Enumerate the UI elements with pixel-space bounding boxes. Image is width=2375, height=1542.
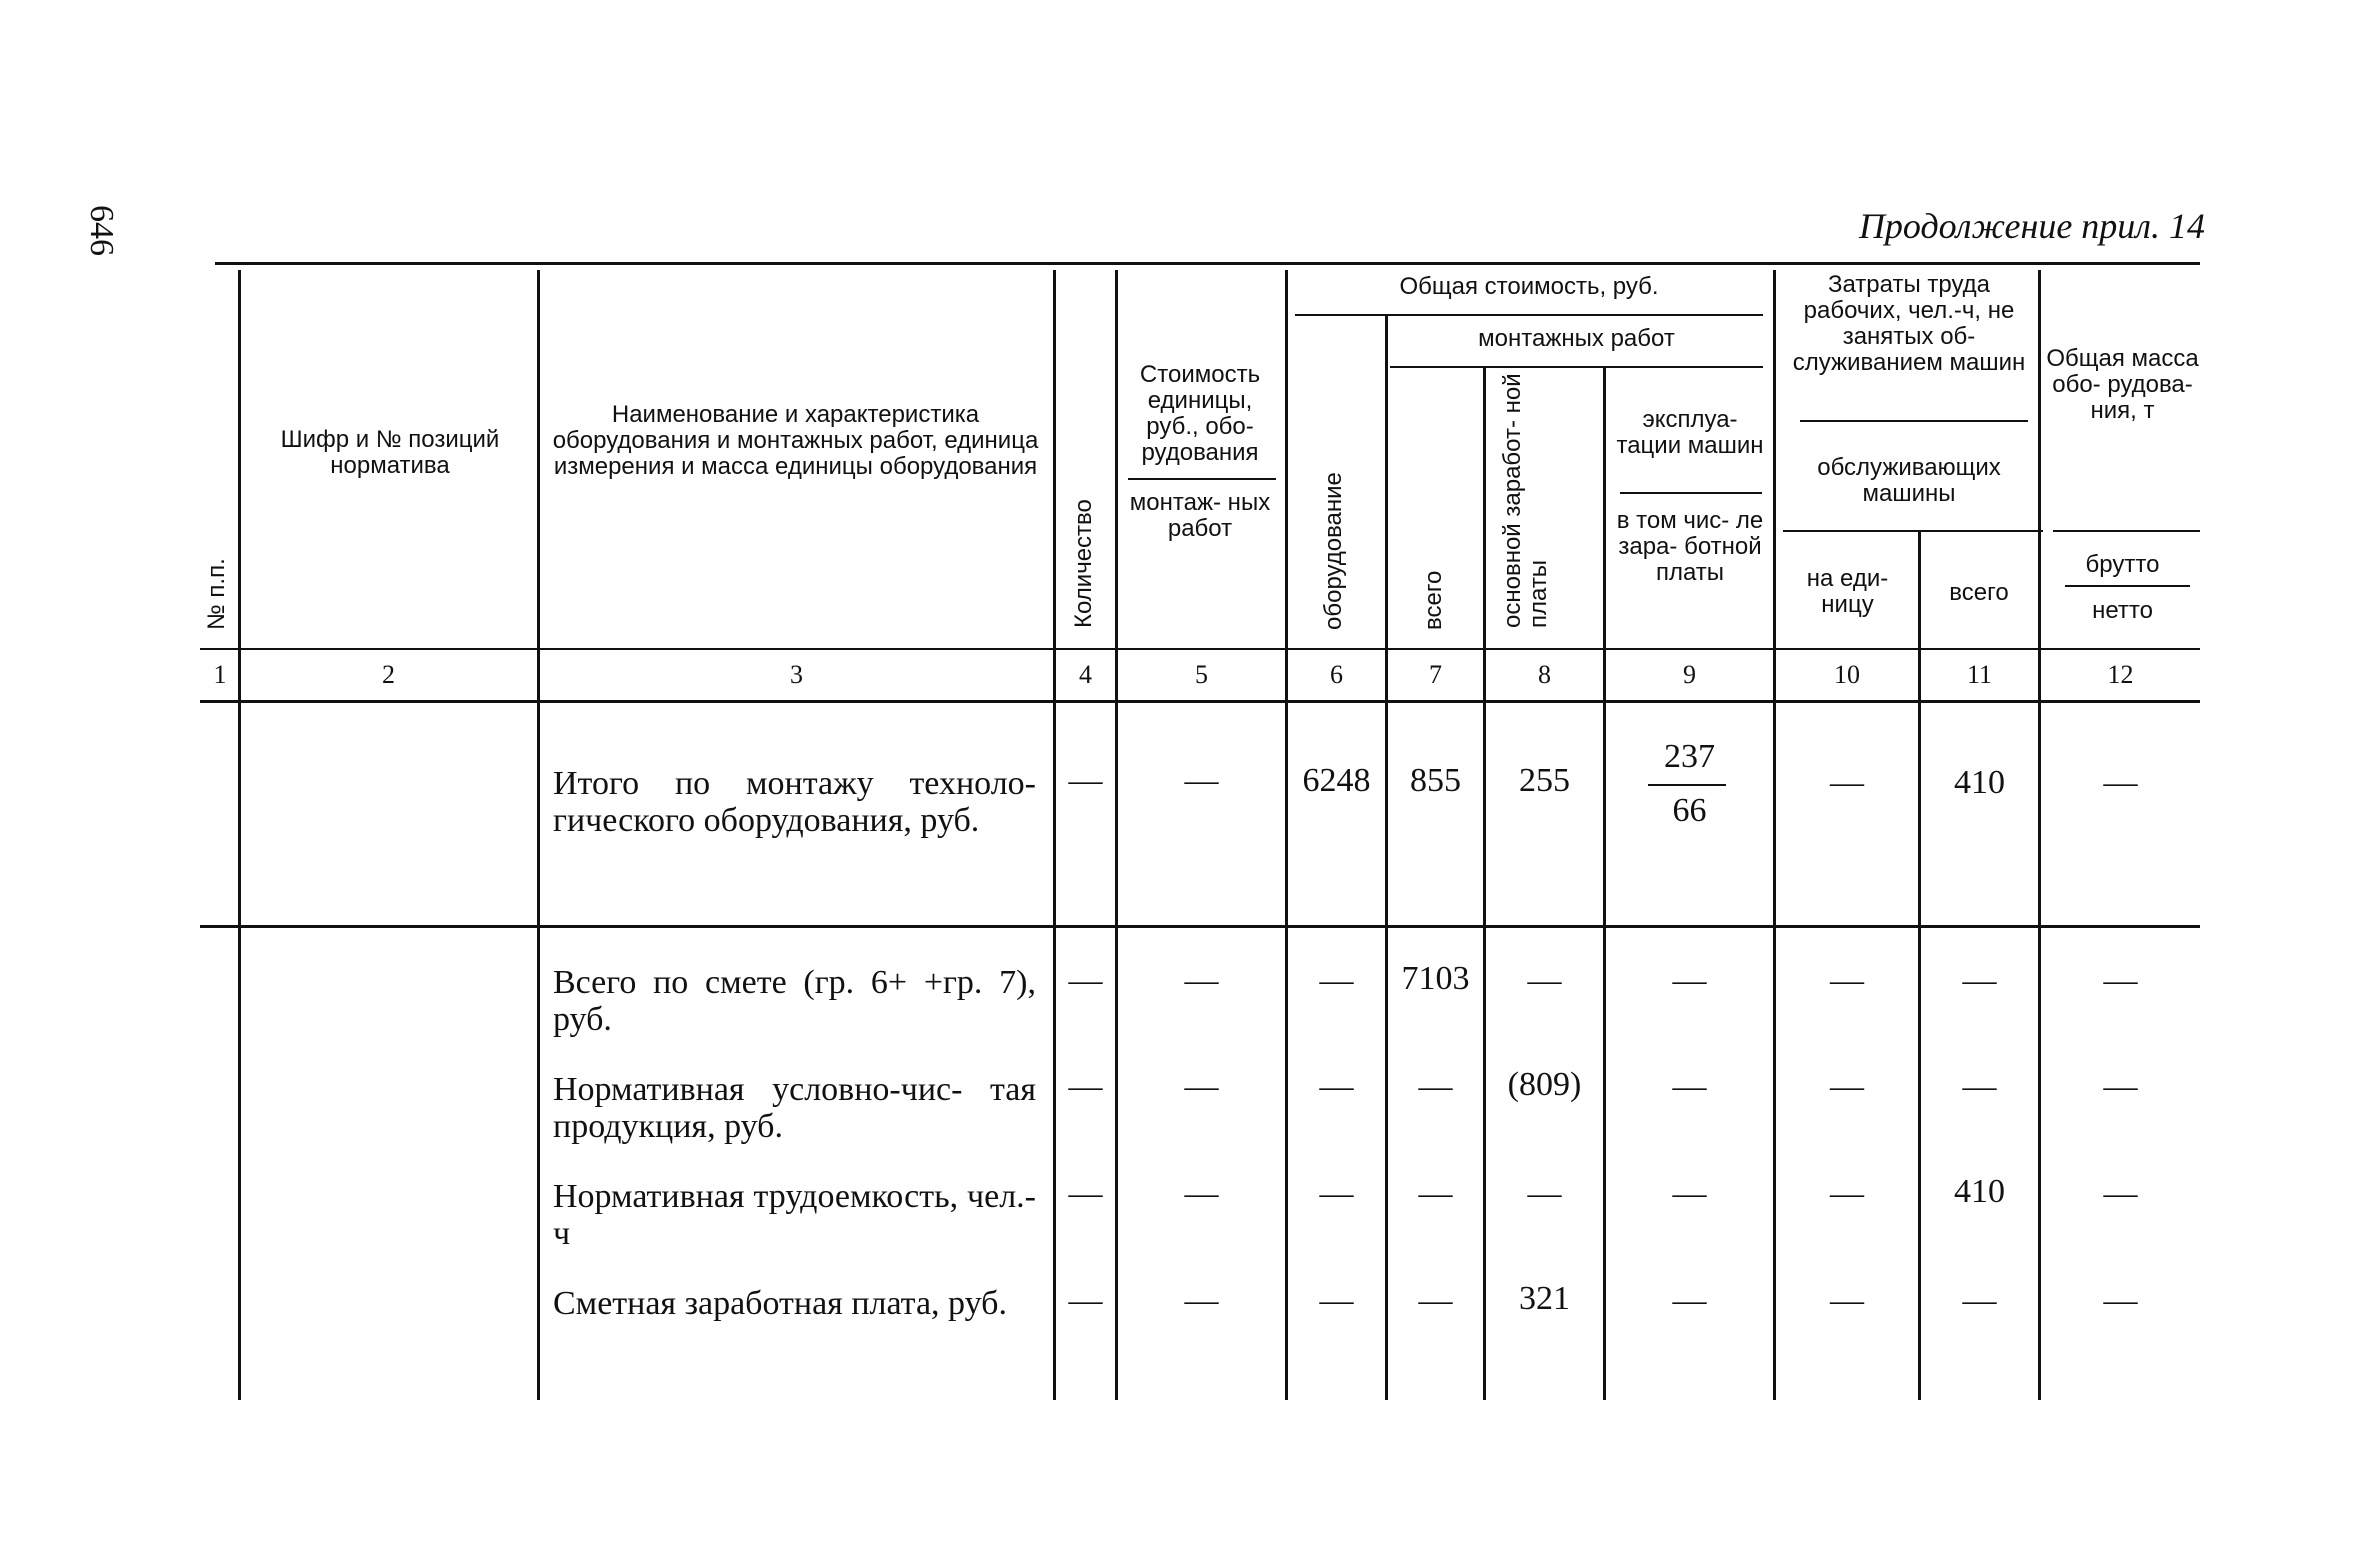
header-labor: Затраты труда рабочих, чел.-ч, не занятых об- служиванием машин — [1792, 271, 2026, 376]
header-base-wage: основной заработ- ной платы — [1499, 373, 1552, 628]
column-number: 7 — [1429, 660, 1442, 689]
header-machine-operation: эксплуа- тации машин — [1616, 406, 1764, 459]
column-number: 10 — [1834, 660, 1860, 689]
column-number: 2 — [382, 660, 395, 689]
col-rule — [537, 270, 540, 1400]
row-cell: — — [1068, 1068, 1103, 1105]
row-cell: — — [1184, 1282, 1219, 1319]
labor-split-rule — [1800, 420, 2028, 422]
row-cell: — — [1830, 1282, 1864, 1319]
row-cell: 410 — [1954, 1173, 2005, 1210]
header-quantity: Количество — [1070, 499, 1097, 628]
table-top-rule — [215, 262, 2200, 265]
page-number: 646 — [83, 205, 120, 256]
row-cell: — — [1068, 762, 1103, 799]
row-cell: — — [1962, 962, 1997, 999]
header-total-cost: Общая стоимость, руб. — [1399, 273, 1659, 300]
row-cell: — — [1830, 1068, 1864, 1105]
row-cell: — — [1319, 1282, 1354, 1319]
row-cell: 7103 — [1401, 960, 1470, 997]
row-cell: (809) — [1507, 1066, 1582, 1103]
row-cell: — — [1184, 1068, 1219, 1105]
row-cell: — — [1319, 1175, 1354, 1212]
row-cell-fraction-bottom: 66 — [1672, 792, 1707, 829]
row-cell: — — [1672, 1175, 1707, 1212]
row-cell: — — [2103, 764, 2138, 801]
column-number: 6 — [1330, 660, 1343, 689]
row-label: Нормативная условно-чис- тая продукция, руб. — [553, 1071, 1036, 1145]
col-rule — [1603, 366, 1606, 1400]
column-number: 3 — [790, 660, 803, 689]
row-cell: — — [1672, 962, 1707, 999]
row-cell: — — [1418, 1282, 1453, 1319]
header-name: Наименование и характеристика оборудования и монтажных работ, единица измерения и масса единицы оборудования — [552, 401, 1039, 480]
row-cell: 6248 — [1302, 762, 1371, 799]
labor-sub-rule — [1783, 530, 2043, 532]
row-cell: — — [1962, 1282, 1997, 1319]
header-row-number: № п.п. — [203, 558, 230, 630]
row-cell: — — [1418, 1068, 1453, 1105]
row-label: Всего по смете (гр. 6+ +гр. 7), руб. — [553, 964, 1036, 1038]
row-cell: — — [1319, 1068, 1354, 1105]
header-installation-total: всего — [1420, 570, 1447, 630]
row-cell: — — [1319, 962, 1354, 999]
row-cell: — — [2103, 1175, 2138, 1212]
header-code: Шифр и № позиций норматива — [280, 426, 500, 479]
col9-split-rule — [1620, 492, 1762, 494]
total-cost-rule — [1295, 314, 1763, 316]
row-cell: 855 — [1410, 762, 1461, 799]
row-cell: — — [1830, 1175, 1864, 1212]
col-rule — [1053, 270, 1056, 1400]
row-cell: — — [1068, 1175, 1103, 1212]
column-number: 12 — [2107, 660, 2134, 689]
row-cell: — — [1962, 1068, 1997, 1105]
row-cell: — — [1418, 1175, 1453, 1212]
header-labor-total: всего — [1949, 579, 2009, 606]
col-rule — [1115, 270, 1118, 1400]
colnum-top-rule — [200, 648, 2200, 650]
row-cell: — — [1527, 1175, 1562, 1212]
fraction-line — [1648, 784, 1726, 786]
row-cell: — — [1830, 764, 1864, 801]
row-cell: — — [1527, 962, 1562, 999]
col-rule — [238, 270, 241, 1400]
row-cell: — — [2103, 1282, 2138, 1319]
col-rule — [1385, 314, 1388, 1400]
col-rule — [1773, 270, 1776, 1400]
header-unit-cost-installation: монтаж- ных работ — [1129, 489, 1271, 542]
header-net: нетто — [2092, 597, 2153, 624]
header-equipment: оборудование — [1320, 472, 1347, 630]
row-label: Нормативная трудоемкость, чел.-ч — [553, 1178, 1036, 1252]
header-per-unit: на еди- ницу — [1806, 565, 1889, 618]
header-installation-works: монтажных работ — [1478, 325, 1675, 352]
header-labor-machines: обслуживающих машины — [1817, 454, 2001, 507]
column-number: 11 — [1966, 660, 1993, 689]
mass-sub-rule — [2053, 530, 2200, 532]
row-cell: — — [1830, 962, 1864, 999]
installation-rule — [1390, 366, 1763, 368]
row-cell: 255 — [1519, 762, 1570, 799]
col-rule — [1285, 270, 1288, 1400]
row-cell: — — [2103, 962, 2138, 999]
row-cell: — — [2103, 1068, 2138, 1105]
row-label: Итого по монтажу техноло- гического оборудования, руб. — [553, 765, 1036, 839]
row-cell: — — [1184, 1175, 1219, 1212]
row-cell: — — [1184, 962, 1219, 999]
row-cell: — — [1068, 1282, 1103, 1319]
header-machine-wage: в том чис- ле зара- ботной платы — [1616, 507, 1764, 586]
col12-split-rule — [2065, 585, 2190, 587]
col-rule — [2038, 270, 2041, 1400]
row-cell-fraction-top: 237 — [1664, 738, 1715, 775]
header-mass: Общая масса обо- рудова- ния, т — [2046, 345, 2199, 424]
col-rule — [1483, 366, 1486, 1400]
header-bottom-rule — [200, 700, 2200, 703]
row-label: Сметная заработная плата, руб. — [553, 1285, 1007, 1322]
row-cell: — — [1672, 1282, 1707, 1319]
column-number: 5 — [1195, 660, 1208, 689]
section-rule — [200, 925, 2200, 928]
row-cell: — — [1184, 762, 1219, 799]
row-cell: — — [1672, 1068, 1707, 1105]
col5-split-rule — [1128, 478, 1276, 480]
header-gross: брутто — [2085, 551, 2160, 578]
column-number: 9 — [1683, 660, 1696, 689]
row-cell: 410 — [1954, 764, 2005, 801]
row-cell: — — [1068, 962, 1103, 999]
header-unit-cost-equipment: Стоимость единицы, руб., обо- рудования — [1139, 361, 1261, 466]
row-cell: 321 — [1519, 1280, 1570, 1317]
column-number: 8 — [1538, 660, 1551, 689]
column-number: 4 — [1079, 660, 1092, 689]
column-number: 1 — [213, 660, 227, 689]
continuation-note: Продолжение прил. 14 — [1858, 206, 2205, 246]
